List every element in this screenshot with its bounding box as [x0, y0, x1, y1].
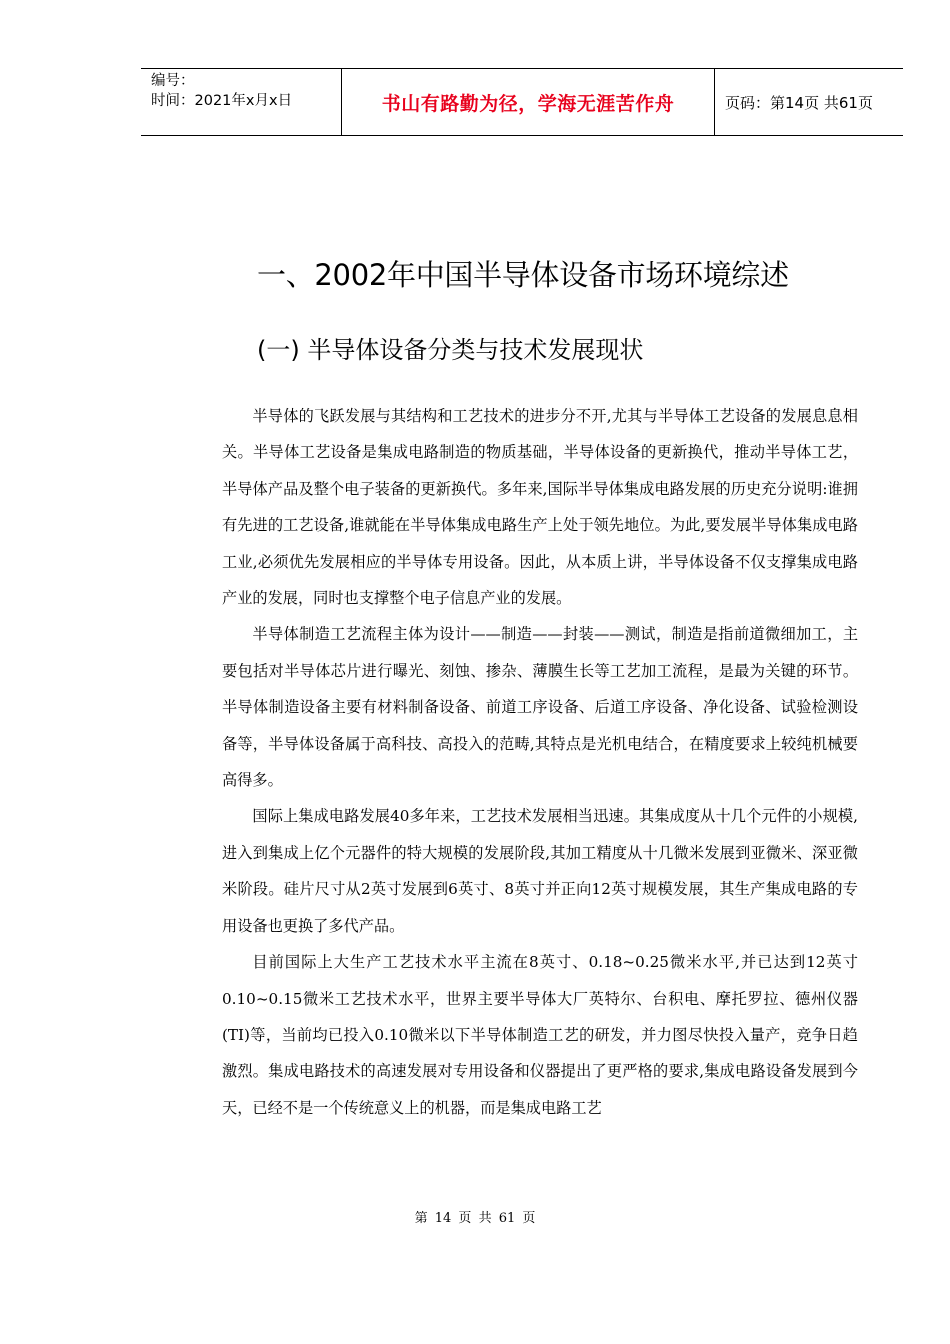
body-paragraph: 目前国际上大生产工艺技术水平主流在8英寸、0.18~0.25微米水平,并已达到12英寸0.10~0.15微米工艺技术水平，世界主要半导体大厂英特尔、台积电、摩托罗拉、德州仪器(TI)等，当前均已投入0.10微米以下半导体制造工艺的研发，并力图尽快投入量产，竞争日趋激烈。集成电路技术的高速发展对专用设备和仪器提出了更严格的要求,集成电路设备发展到今天，已经不是一个传统意义上的机器，而是集成电路工艺 [222, 953, 858, 1117]
document-body [222, 398, 858, 1126]
header-page-label: 页码：第14页 共61页 [725, 93, 873, 112]
document-date-label: 时间：2021年x月x日 [151, 93, 293, 109]
document-title: 一、2002年中国半导体设备市场环境综述 [257, 258, 789, 292]
document-header [141, 68, 903, 136]
header-motto: 书山有路勤为径，学海无涯苦作舟 [381, 92, 675, 115]
body-paragraph: 国际上集成电路发展40多年来，工艺技术发展相当迅速。其集成度从十几个元件的小规模,进入到集成上亿个元器件的特大规模的发展阶段,其加工精度从十几微米发展到亚微米、深亚微米阶段。硅片尺寸从2英寸发展到6英寸、8英寸并正向12英寸规模发展，其生产集成电路的专用设备也更换了多代产品。 [222, 807, 858, 935]
header-motto-cell [342, 69, 715, 136]
header-meta-cell [141, 69, 342, 136]
document-number-label: 编号： [151, 73, 195, 89]
section-title: (一) 半导体设备分类与技术发展现状 [257, 336, 644, 364]
header-page-cell [715, 69, 904, 136]
body-paragraph: 半导体的飞跃发展与其结构和工艺技术的进步分不开,尤其与半导体工艺设备的发展息息相关。半导体工艺设备是集成电路制造的物质基础，半导体设备的更新换代，推动半导体工艺，半导体产品及整个电子装备的更新换代。多年来,国际半导体集成电路发展的历史充分说明:谁拥有先进的工艺设备,谁就能在半导体集成电路生产上处于领先地位。为此,要发展半导体集成电路工业,必须优先发展相应的半导体专用设备。因此，从本质上讲，半导体设备不仅支撑集成电路产业的发展，同时也支撑整个电子信息产业的发展。 [222, 407, 858, 608]
body-paragraph: 半导体制造工艺流程主体为设计——制造——封装——测试，制造是指前道微细加工，主要包括对半导体芯片进行曝光、刻蚀、掺杂、薄膜生长等工艺加工流程，是最为关键的环节。半导体制造设备主要有材料制备设备、前道工序设备、后道工序设备、净化设备、试验检测设备等，半导体设备属于高科技、高投入的范畴,其特点是光机电结合，在精度要求上较纯机械要高得多。 [222, 625, 858, 790]
page-footer: 第 14 页 共 61 页 [414, 1211, 536, 1226]
